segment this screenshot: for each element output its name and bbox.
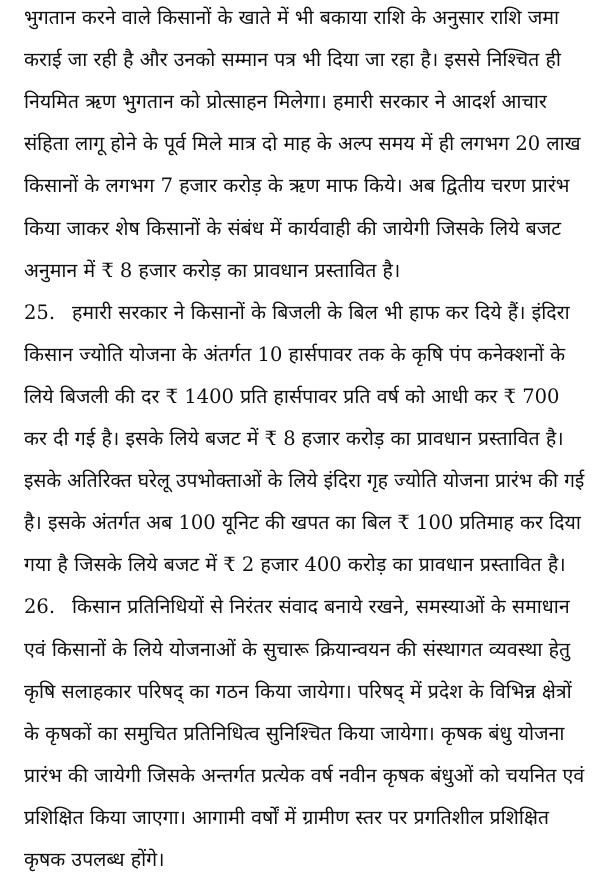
para25-line-5: इसके अतिरिक्त घरेलू उपभोक्ताओं के लिये इंदिरा गृह ज्योति योजना प्रारंभ की गई: [24, 469, 585, 492]
para24-line-7: अनुमान में ₹ 8 हजार करोड़ का प्रावधान प्रस्तावित है।: [24, 259, 401, 282]
para26-line-5: प्रारंभ की जायेगी जिसके अन्तर्गत प्रत्येक वर्ष नवीन कृषक बंधुओं को चयनित एवं: [24, 764, 585, 787]
para26-number: 26.: [24, 595, 56, 618]
para24-line-1: भुगतान करने वाले किसानों के खाते में भी बकाया राशि के अनुसार राशि जमा: [24, 6, 560, 29]
para26-line-3: कृषि सलाहकार परिषद् का गठन किया जायेगा। परिषद् में प्रदेश के विभिन्न क्षेत्रों: [24, 680, 572, 703]
para25-line-3: लिये बिजली की दर ₹ 1400 प्रति हार्सपावर प्रति वर्ष को आधी कर ₹ 700: [24, 385, 560, 408]
para26-line-4: के कृषकों का समुचित प्रतिनिधित्व सुनिश्चित किया जायेगा। कृषक बंधु योजना: [24, 722, 565, 745]
para25-line-1: [24, 299, 570, 327]
para26-line-1-text: किसान प्रतिनिधियों से निरंतर संवाद बनाये रखने, समस्याओं के समाधान: [72, 595, 570, 618]
para26-line-1: [24, 593, 570, 621]
para24-line-4: संहिता लागू होने के पूर्व मिले मात्र दो माह के अल्प समय में ही लगभग 20 लाख: [24, 132, 581, 155]
para25-line-7: गया है जिसके लिये बजट में ₹ 2 हजार 400 करोड़ का प्रावधान प्रस्तावित है।: [24, 553, 566, 576]
para25-line-2: किसान ज्योति योजना के अंतर्गत 10 हार्सपावर तक के कृषि पंप कनेक्शनों के: [24, 343, 566, 366]
para26-line-2: एवं किसानों के लिये योजनाओं के सुचारू क्रियान्वयन की संस्थागत व्यवस्था हेतु: [24, 638, 571, 661]
para24-line-3: नियमित ऋण भुगतान को प्रोत्साहन मिलेगा। हमारी सरकार ने आदर्श आचार: [24, 90, 547, 113]
para25-line-4: कर दी गई है। इसके लिये बजट में ₹ 8 हजार करोड़ का प्रावधान प्रस्तावित है।: [24, 427, 564, 450]
para25-number: 25.: [24, 301, 56, 324]
para24-line-5: किसानों के लगभग 7 हजार करोड़ के ऋण माफ किये। अब द्वितीय चरण प्रारंभ: [24, 174, 570, 197]
para24-line-6: किया जाकर शेष किसानों के संबंध में कार्यवाही की जायेगी जिसके लिये बजट: [24, 217, 562, 240]
para25-line-6: है। इसके अंतर्गत अब 100 यूनिट की खपत का बिल ₹ 100 प्रतिमाह कर दिया: [24, 511, 581, 534]
para24-line-2: कराई जा रही है और उनको सम्मान पत्र भी दिया जा रहा है। इससे निश्चित ही: [24, 48, 561, 71]
para26-line-6: प्रशिक्षित किया जाएगा। आगामी वर्षों में ग्रामीण स्तर पर प्रगतिशील प्रशिक्षित: [24, 806, 550, 829]
para26-line-7: कृषक उपलब्ध होंगे।: [24, 848, 165, 871]
para25-line-1-text: हमारी सरकार ने किसानों के बिजली के बिल भी हाफ कर दिये हैं। इंदिरा: [72, 301, 570, 324]
